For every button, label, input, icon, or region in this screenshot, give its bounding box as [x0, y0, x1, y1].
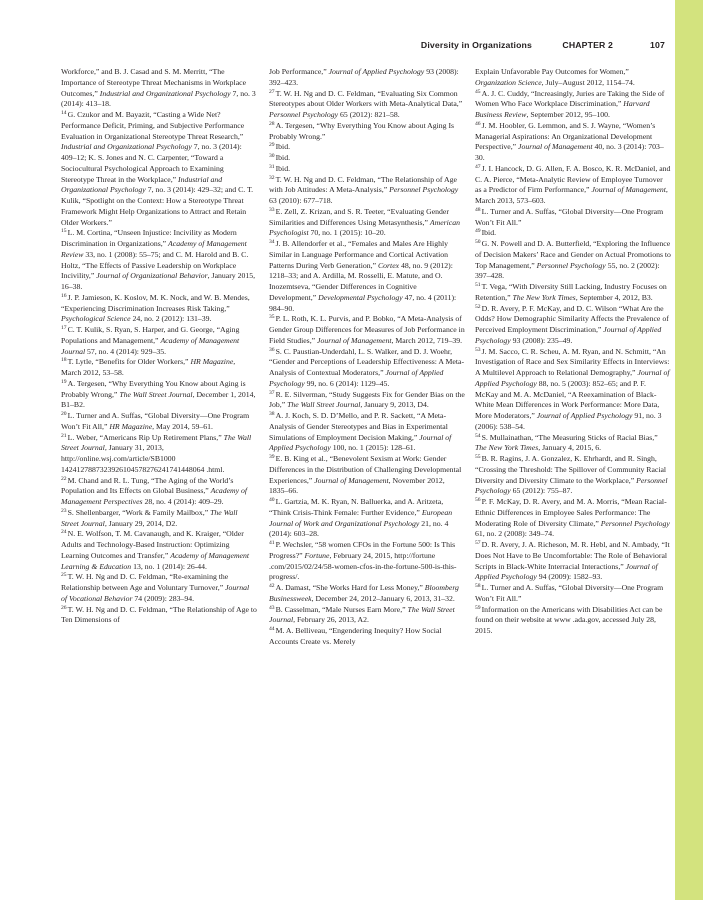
- endnote-text: , September 4, 2012, B3.: [575, 292, 653, 302]
- source-title: Personnel Psychology: [269, 110, 339, 119]
- source-title: Personnel Psychology: [600, 518, 670, 528]
- endnote-text: , March 2013, 573–603.: [475, 185, 668, 205]
- endnote-number: 51: [475, 282, 481, 289]
- endnote-text: 47, no. 4 (2011): 984–90.: [269, 292, 457, 313]
- endnote-text: 74 (2009): 283–94.: [132, 593, 195, 603]
- endnote: [61, 110, 257, 228]
- endnote-text: B. R. Ragins, J. A. Gonzalez, K. Ehrhardt, and R. Singh, “Crossing the Threshold: The Spillover of Community Racial Diversity and Diversity Climate to the Workplace,”: [475, 454, 667, 485]
- endnote: [269, 411, 465, 454]
- endnote-text: , January 31, 2013, http://online.wsj.com/article/SB1000 1424127887323926104578276241741448064 .html.: [61, 443, 225, 474]
- endnote-number: 39: [269, 454, 275, 461]
- endnote-text: G. N. Powell and D. A. Butterfield, “Exploring the Influence of Decision Makers’ Race and Gender on Actual Promotions to Top Management,”: [475, 239, 671, 270]
- endnote-text: , December 1, 2014, B1–B2.: [61, 389, 256, 410]
- endnote: [269, 390, 465, 412]
- endnote: [269, 164, 465, 175]
- endnote: [269, 142, 465, 153]
- endnote-text: M. A. Belliveau, “Engendering Inequity? How Social Accounts Create vs. Merely: [269, 626, 442, 646]
- endnote: [475, 207, 671, 229]
- endnote-number: 34: [269, 239, 275, 246]
- endnote: [475, 497, 671, 540]
- endnote-text: N. E. Wolfson, T. M. Cavanaugh, and K. Kraiger, “Older Adults and Technology-Based Instruction: Optimizing Learning Outcomes and Transfer,”: [61, 529, 244, 560]
- endnote-text: , February 24, 2015, http://fortune .com/2015/02/24/58-women-cfos-in-the-fortune-500-is-this-progress/.: [269, 550, 457, 582]
- endnote-text: 24, no. 2 (2012): 131–39.: [130, 314, 212, 324]
- source-title: Personnel Psychology: [536, 260, 606, 270]
- endnote-text: A. Tergesen, “Why Everything You Know about Aging Is Probably Wrong.”: [269, 120, 455, 141]
- endnote-number: 20: [61, 411, 67, 418]
- endnote-text: , January 2015, 16–38.: [61, 271, 256, 291]
- source-title: Bloomberg Businessweek: [269, 583, 459, 603]
- endnote-text: J. I. Hancock, D. G. Allen, F. A. Bosco, K. R. McDaniel, and C. A. Pierce, “Meta-Analytic Review of Employee Turnover as a Predictor of Firm Performance,”: [475, 163, 671, 195]
- endnote-number: 41: [269, 540, 275, 547]
- endnote-text: Workforce,” and B. J. Casad and S. M. Merritt, “The Importance of Stereotype Threat Mechanisms in Workplace Outcomes,”: [61, 67, 247, 98]
- endnote: [269, 207, 465, 239]
- endnote-text: 7, no. 3 (2014): 409–12; K. S. Jones and N. C. Carpenter, “Toward a Sociocultural Psychological Approach to Examining Stereotype Threat in the Workplace,”: [61, 142, 242, 184]
- endnote-number: 45: [475, 88, 481, 95]
- endnote: [475, 228, 671, 239]
- endnote-text: P. Wechsler, “58 women CFOs in the Fortune 500: Is This Progress?”: [269, 540, 456, 560]
- source-title: Journal of Management: [591, 185, 666, 195]
- source-title: European Journal of Work and Organizational Psychology: [269, 507, 453, 528]
- endnote-text: P. F. McKay, D. R. Avery, and M. A. Morris, “Mean Racial-Ethnic Differences in Employee Sales Performance: The Moderating Role of Diversity Climate,”: [475, 497, 667, 528]
- endnote-text: 55, no. 2 (2002): 397–428.: [475, 260, 660, 281]
- endnote-text: S. C. Paustian-Underdahl, L. S. Walker, and D. J. Woehr, “Gender and Perceptions of Leadership Effectiveness: A Meta-Analysis of Contextual Moderators,”: [269, 346, 465, 377]
- endnote-text: Information on the Americans with Disabilities Act can be found on their website at www .ada.gov, accessed July 28, 2015.: [475, 604, 663, 635]
- endnote-text: 48, no. 9 (2012): 1218–33; and A. Ardilla, M. Rosselli, E. Matute, and O. Inozemtseva, “Gender Differences in Cognitive Development,”: [269, 260, 453, 302]
- endnote-text: T. W. H. Ng and D. C. Feldman, “Evaluating Six Common Stereotypes about Older Workers with Meta-Analytical Data,”: [269, 88, 463, 109]
- endnote-number: 38: [269, 411, 275, 418]
- endnote: [61, 325, 257, 357]
- endnote-number: 40: [269, 497, 275, 504]
- endnote-text: A. Damast, “She Works Hard for Less Money,”: [275, 583, 425, 592]
- endnote-number: 17: [61, 325, 67, 332]
- endnote: [475, 583, 671, 605]
- endnote: [269, 175, 465, 207]
- endnote-text: 70, no. 1 (2015): 10–20.: [308, 228, 386, 238]
- notes-column-2: [269, 67, 465, 648]
- endnote-text: , March 2012, 53–58.: [61, 357, 236, 377]
- source-title: The Wall Street Journal: [61, 432, 252, 453]
- source-title: American Psychologist: [269, 217, 460, 238]
- endnote-number: 19: [61, 378, 67, 385]
- endnote-text: 57, no. 4 (2014): 929–35.: [85, 346, 167, 356]
- source-title: Journal of Management: [317, 335, 392, 345]
- endnote: [269, 153, 465, 164]
- endnote: [61, 508, 257, 530]
- endnote-text: M. Chand and R. L. Tung, “The Aging of the World’s Population and Its Effects on Global Business,”: [61, 475, 234, 496]
- endnote-text: 100, no. 1 (2015): 128–61.: [330, 443, 416, 453]
- endnote-number: 56: [475, 497, 481, 504]
- endnote-text: J. M. Hoobler, G. Lemmon, and S. J. Wayne, “Women’s Managerial Aspirations: An Organizational Development Perspective,”: [475, 120, 656, 152]
- source-title: The New York Times: [512, 292, 576, 302]
- endnote-text: 93 (2008): 235–49.: [510, 335, 573, 345]
- endnote-text: T. W. H. Ng and D. C. Feldman, “Re-examining the Relationship between Age and Voluntary Turnover,”: [61, 572, 229, 592]
- chapter-label: CHAPTER 2: [562, 40, 613, 50]
- endnote-text: L. Turner and A. Suffas, “Global Diversity—One Program Won’t Fit All.”: [475, 206, 664, 227]
- endnote: [475, 347, 671, 433]
- chapter-side-tab: [675, 0, 703, 900]
- endnote: [269, 121, 465, 143]
- endnote-text: A. Tergesen, “Why Everything You Know about Aging is Probably Wrong,”: [61, 378, 246, 399]
- endnote-number: 26: [61, 604, 67, 611]
- endnote-text: Job Performance,”: [269, 67, 329, 76]
- endnote-text: E. Zell, Z. Krizan, and S. R. Teeter, “Evaluating Gender Similarities and Differences Using Metasynthesis,”: [269, 206, 449, 227]
- endnote-number: 36: [269, 346, 275, 353]
- endnote: [61, 433, 257, 476]
- endnote-text: , September 2012, 95–100.: [526, 110, 610, 119]
- source-title: Journal of Applied Psychology: [475, 368, 670, 388]
- endnote-number: 21: [61, 432, 67, 439]
- endnote-number: 27: [269, 88, 275, 95]
- endnote: [475, 540, 671, 583]
- source-title: Journal of Applied Psychology: [475, 561, 658, 582]
- source-title: Industrial and Organizational Psychology: [99, 88, 231, 98]
- endnote-number: 43: [269, 604, 275, 611]
- endnote-text: , July–August 2012, 1154–74.: [541, 77, 635, 87]
- endnote-number: 29: [269, 142, 275, 149]
- endnote: [269, 67, 465, 89]
- endnote-text: D. R. Avery, J. A. Richeson, M. R. Hebl, and N. Ambady, “It Does Not Have to Be Uncomfortable: The Role of Behavioral Scripts in Black-White Interracial Interactions,”: [475, 540, 670, 571]
- endnote-text: A. J. C. Cuddy, “Increasingly, Juries are Taking the Side of Women Who Face Workplace Discrimination,”: [475, 88, 665, 109]
- endnote-number: 32: [269, 174, 275, 181]
- endnote-text: R. E. Silverman, “Study Suggests Fix for Gender Bias on the Job,”: [269, 389, 465, 410]
- source-title: Journal of Organizational Behavior: [96, 271, 208, 281]
- endnote-number: 46: [475, 120, 481, 127]
- source-title: Journal of Applied Psychology: [269, 432, 452, 453]
- endnote-text: L. Turner and A. Suffas, “Global Diversity—One Program Won’t Fit All.”: [475, 583, 664, 603]
- endnote-text: Explain Unfavorable Pay Outcomes for Women,”: [475, 67, 629, 76]
- endnote-text: 88, no. 5 (2003): 852–65; and P. F. McKay and M. A. McDaniel, “A Reexamination of Black-White Mean Differences in Work Performance: More Data, More Moderators,”: [475, 378, 660, 420]
- endnote-text: Ibid.: [275, 142, 291, 152]
- source-title: Cortex: [377, 260, 400, 270]
- endnote: [269, 89, 465, 121]
- source-title: Harvard Business Review: [475, 99, 650, 119]
- source-title: Organization Science: [475, 77, 542, 87]
- endnote-text: T. Lytle, “Benefits for Older Workers,”: [67, 357, 191, 367]
- endnote-text: , December 24, 2012–January 6, 2013, 31–32.: [311, 593, 455, 603]
- endnote-text: L. M. Cortina, “Unseen Injustice: Incivility as Modern Discrimination in Organizations,”: [61, 228, 237, 248]
- endnote: [269, 605, 465, 627]
- endnote-number: 58: [475, 583, 481, 590]
- endnote-number: 35: [269, 314, 275, 321]
- endnote: [61, 293, 257, 325]
- endnote-text: , January 29, 2014, D2.: [104, 518, 178, 528]
- endnote-number: 57: [475, 540, 481, 547]
- endnote-text: J. B. Allendorfer et al., “Females and Males Are Highly Similar in Language Performance and Cortical Activation Patterns During Verb Generation,”: [269, 239, 449, 270]
- endnote-text: 94 (2009): 1582–93.: [536, 572, 603, 582]
- endnote-text: J. M. Sacco, C. R. Scheu, A. M. Ryan, and N. Schmitt, “An Investigation of Race and Sex Similarity Effects in Interviews: A Multilevel Approach to Relational Demography,”: [475, 346, 670, 377]
- endnote-number: 30: [269, 153, 275, 160]
- endnote-number: 15: [61, 228, 67, 235]
- endnote-number: 14: [61, 110, 67, 117]
- endnote: [475, 89, 671, 121]
- source-title: The New York Times: [475, 443, 539, 453]
- endnote-text: , January 9, 2013, D4.: [360, 400, 429, 410]
- endnote-text: 7, no. 3 (2014): 413–18.: [61, 88, 256, 109]
- endnote: [475, 282, 671, 304]
- endnote: [475, 605, 671, 637]
- endnote-text: 99, no. 6 (2014): 1129–45.: [304, 378, 390, 388]
- endnote: [61, 572, 257, 604]
- source-title: Academy of Management Journal: [61, 335, 240, 356]
- endnote-text: C. T. Kulik, S. Ryan, S. Harper, and G. George, “Aging Populations and Management,”: [61, 325, 240, 345]
- endnote-text: Ibid.: [275, 153, 291, 162]
- source-title: Industrial and Organizational Psychology: [61, 174, 223, 195]
- endnote-number: 44: [269, 626, 275, 633]
- endnote-text: 28, no. 4 (2014): 409–29.: [142, 497, 224, 506]
- source-title: Journal of Applied Psychology: [475, 325, 662, 345]
- endnote-text: , January 4, 2015, 6.: [538, 443, 602, 453]
- endnote: [475, 164, 671, 207]
- endnote-number: 59: [475, 604, 481, 611]
- endnote: [61, 67, 257, 110]
- source-title: Psychological Science: [61, 314, 131, 324]
- endnote: [269, 626, 465, 648]
- endnote-text: , February 26, 2013, A2.: [293, 615, 369, 625]
- endnote-number: 48: [475, 206, 481, 213]
- endnote: [61, 357, 257, 379]
- endnote-text: D. R. Avery, P. F. McKay, and D. C. Wilson “What Are the Odds? How Demographic Similarity Affects the Prevalence of Perceived Employment Discrimination,”: [475, 303, 669, 334]
- source-title: Personnel Psychology: [475, 475, 668, 496]
- endnote-number: 33: [269, 206, 275, 213]
- endnote-number: 18: [61, 357, 67, 364]
- endnote-number: 31: [269, 163, 275, 170]
- endnote: [269, 497, 465, 540]
- endnote-text: A. J. Koch, S. D. D’Mello, and P. R. Sackett, “A Meta-Analysis of Gender Stereotypes and Bias in Experimental Simulations of Employment Decision Making,”: [269, 411, 448, 442]
- endnote: [61, 605, 257, 627]
- source-title: The Wall Street Journal: [119, 389, 193, 399]
- endnote-number: 42: [269, 583, 275, 590]
- endnote-text: 65 (2012): 821–58.: [338, 110, 400, 119]
- endnote: [61, 411, 257, 433]
- endnote-text: S. Shellenbarger, “Work & Family Mailbox,”: [67, 507, 211, 517]
- endnote: [475, 454, 671, 497]
- source-title: Academy of Management Learning & Education: [61, 550, 250, 571]
- source-title: HR Magazine: [190, 357, 234, 367]
- endnote: [475, 121, 671, 164]
- endnote-text: E. B. King et al., “Benevolent Sexism at Work: Gender Differences in the Distribution of Challenging Developmental Experiences,”: [269, 454, 462, 485]
- endnote: [269, 540, 465, 583]
- endnote-number: 28: [269, 120, 275, 127]
- endnote-text: 7, no. 3 (2014): 429–32; and C. T. Kulik, “Spotlight on the Context: How a Stereotype Threat Framework Might Help Organizations to Attract and Retain Older Workers.”: [61, 185, 254, 227]
- source-title: The Wall Street Journal: [269, 604, 455, 625]
- endnote: [475, 304, 671, 347]
- endnote-text: 33, no. 1 (2008): 55–75; and C. M. Harold and B. C. Holtz, “The Effects of Passive Leadership on Workplace Incivility,”: [61, 249, 249, 281]
- source-title: Journal of Applied Psychology: [536, 411, 633, 420]
- source-title: The Wall Street Journal: [287, 400, 361, 410]
- endnote: [269, 583, 465, 605]
- page-number: 107: [650, 40, 665, 50]
- endnote: [269, 239, 465, 314]
- endnote-number: 49: [475, 228, 481, 235]
- endnote-number: 25: [61, 572, 67, 579]
- endnote-text: T. W. H. Ng and D. C. Feldman, “The Relationship of Age to Ten Dimensions of: [61, 604, 257, 625]
- endnote-number: 52: [475, 303, 481, 310]
- source-title: Journal of Applied Psychology: [328, 67, 425, 76]
- endnote-text: 61, no. 2 (2008): 349–74.: [475, 529, 555, 539]
- source-title: Journal of Management: [314, 475, 389, 485]
- endnote-number: 37: [269, 389, 275, 396]
- endnote-number: 50: [475, 239, 481, 246]
- endnote-number: 23: [61, 507, 67, 514]
- endnote-number: 47: [475, 163, 481, 170]
- endnote-number: 55: [475, 454, 481, 461]
- endnote-number: 22: [61, 475, 67, 482]
- endnote-number: 16: [61, 292, 67, 299]
- source-title: Journal of Vocational Behavior: [61, 583, 250, 603]
- endnote-text: 21, no. 4 (2014): 603–28.: [269, 518, 449, 539]
- source-title: Academy of Management Review: [61, 239, 247, 259]
- endnote-number: 54: [475, 432, 481, 439]
- endnote: [475, 239, 671, 282]
- endnote: [61, 228, 257, 293]
- endnote-number: 24: [61, 529, 67, 536]
- source-title: Personnel Psychology: [389, 185, 459, 195]
- endnote: [475, 67, 671, 89]
- endnote-text: 65 (2012): 755–87.: [510, 486, 573, 496]
- endnote-text: B. Casselman, “Male Nurses Earn More,”: [275, 604, 408, 614]
- endnote-text: J. P. Jamieson, K. Koslov, M. K. Nock, and W. B. Mendes, “Experiencing Discrimination Increases Risk Taking,”: [61, 292, 250, 313]
- endnote-text: 63 (2010): 677–718.: [269, 196, 333, 205]
- endnote-text: 91, no. 3 (2006): 538–54.: [475, 411, 662, 431]
- endnote-text: 13, no. 1 (2014): 26-44.: [131, 561, 207, 571]
- running-header: [0, 40, 665, 54]
- notes-column-3: [475, 67, 671, 637]
- endnote: [475, 433, 671, 455]
- source-title: HR Magazine: [109, 421, 153, 431]
- endnote: [269, 314, 465, 346]
- source-title: Academy of Management Perspectives: [61, 486, 248, 506]
- endnote: [61, 476, 257, 508]
- endnote-number: 53: [475, 346, 481, 353]
- endnote-text: G. Czukor and M. Bayazit, “Casting a Wide Net? Performance Deficit, Priming, and Subjective Performance Evaluation in Organizational Stereotype Threat Research,”: [61, 110, 245, 141]
- running-title: Diversity in Organizations: [420, 40, 532, 50]
- source-title: Journal of Management: [518, 142, 593, 152]
- endnote-text: L. Turner and A. Suffas, “Global Diversity—One Program Won’t Fit All,”: [61, 411, 250, 431]
- notes-column-1: [61, 67, 257, 626]
- endnote-text: T. Vega, “With Diversity Still Lacking, Industry Focuses on Retention,”: [475, 282, 667, 302]
- endnote-text: Ibid.: [275, 163, 291, 173]
- source-title: Developmental Psychology: [318, 292, 403, 302]
- endnote: [269, 454, 465, 497]
- endnote-text: P. L. Roth, K. L. Purvis, and P. Bobko, “A Meta-Analysis of Gender Group Differences for Measures of Job Performance in Field Studies,”: [269, 314, 465, 345]
- endnote-text: , March 2012, 719–39.: [391, 335, 463, 345]
- source-title: Journal of Applied Psychology: [269, 368, 444, 388]
- endnote-text: L. Gartzia, M. K. Ryan, N. Balluerka, and A. Aritzeta, “Think Crisis-Think Female: Further Evidence,”: [269, 497, 444, 517]
- endnote-text: L. Weber, “Americans Rip Up Retirement Plans,”: [67, 432, 224, 442]
- endnote-text: , November 2012, 1835–66.: [269, 475, 445, 496]
- endnote: [269, 347, 465, 390]
- endnote-text: S. Mullainathan, “The Measuring Sticks of Racial Bias,”: [481, 432, 658, 442]
- endnote-text: 93 (2008): 392–423.: [269, 67, 459, 87]
- endnote-text: 40, no. 3 (2014): 703–30.: [475, 142, 664, 162]
- source-title: The Wall Street Journal: [61, 507, 238, 528]
- source-title: Industrial and Organizational Psychology: [61, 142, 192, 152]
- endnote-text: , May 2014, 59–61.: [152, 421, 213, 431]
- source-title: Fortune: [304, 550, 330, 560]
- endnote-text: Ibid.: [481, 228, 497, 238]
- endnote: [61, 379, 257, 411]
- endnote: [61, 529, 257, 572]
- endnote-text: T. W. H. Ng and D. C. Feldman, “The Relationship of Age with Job Attitudes: A Meta-Analysis,”: [269, 174, 457, 195]
